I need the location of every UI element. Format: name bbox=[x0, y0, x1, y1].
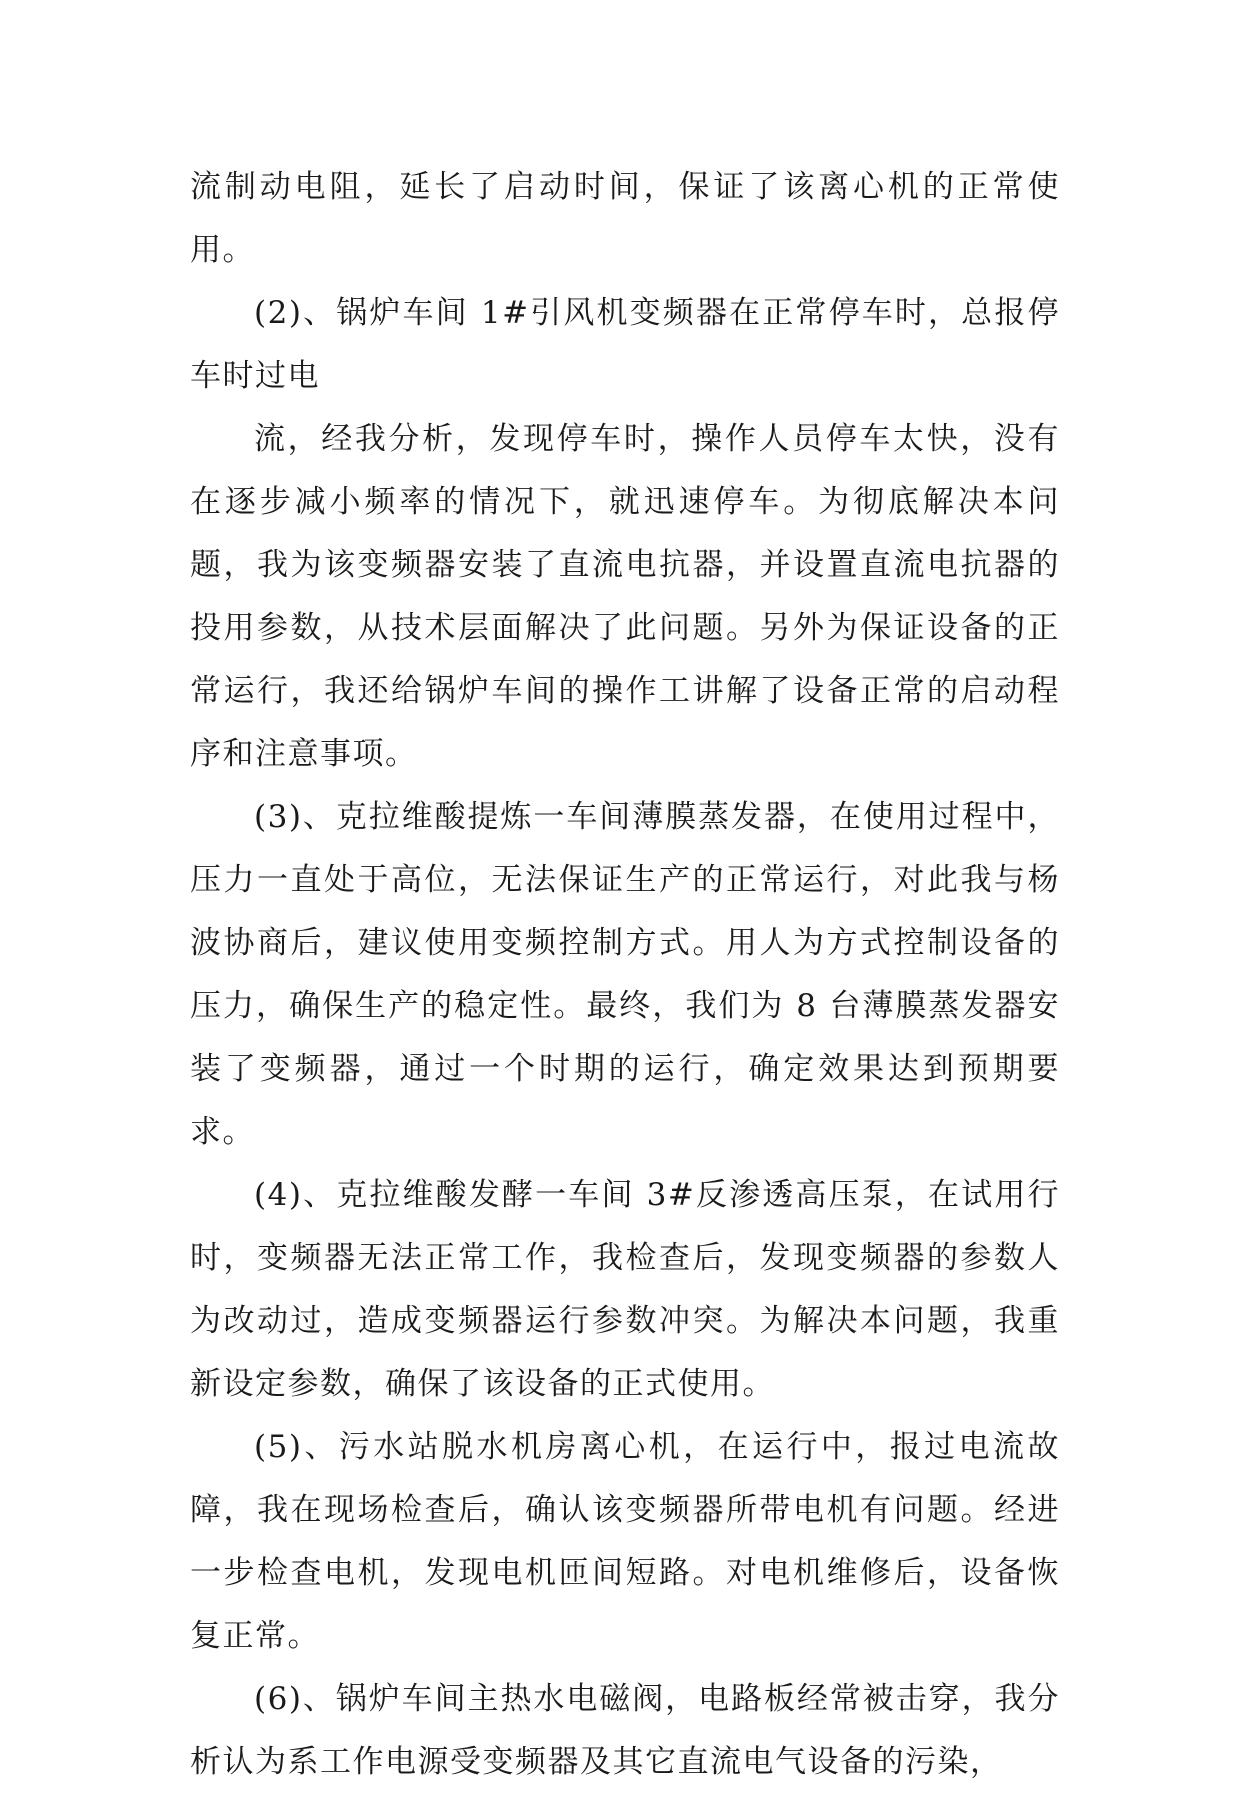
paragraph-4: (3)、克拉维酸提炼一车间薄膜蒸发器，在使用过程中，压力一直处于高位，无法保证生产的正常运行，对此我与杨波协商后，建议使用变频控制方式。用人为方式控制设备的压力，确保生产的稳定性。最终，我们为 8 台薄膜蒸发器安装了变频器，通过一个时期的运行，确定效果达到预期要求。 bbox=[190, 799, 1060, 1150]
paragraph-2: (2)、锅炉车间 1#引风机变频器在正常停车时，总报停车时过电 bbox=[190, 295, 1060, 394]
paragraph-3: 流，经我分析，发现停车时，操作人员停车太快，没有在逐步减小频率的情况下，就迅速停车。为彻底解决本问题，我为该变频器安装了直流电抗器，并设置直流电抗器的投用参数，从技术层面解决了此问题。另外为保证设备的正常运行，我还给锅炉车间的操作工讲解了设备正常的启动程序和注意事项。 bbox=[190, 421, 1060, 772]
document-body bbox=[190, 156, 1060, 1794]
paragraph-7: (6)、锅炉车间主热水电磁阀，电路板经常被击穿，我分析认为系工作电源受变频器及其它直流电气设备的污染， bbox=[190, 1681, 1060, 1780]
paragraph-1: 流制动电阻，延长了启动时间，保证了该离心机的正常使用。 bbox=[190, 169, 1060, 268]
paragraph-6: (5)、污水站脱水机房离心机，在运行中，报过电流故障，我在现场检查后，确认该变频器所带电机有问题。经进一步检查电机，发现电机匝间短路。对电机维修后，设备恢复正常。 bbox=[190, 1429, 1060, 1654]
paragraph-5: (4)、克拉维酸发酵一车间 3#反渗透高压泵，在试用行时，变频器无法正常工作，我检查后，发现变频器的参数人为改动过，造成变频器运行参数冲突。为解决本问题，我重新设定参数，确保了该设备的正式使用。 bbox=[190, 1177, 1060, 1402]
